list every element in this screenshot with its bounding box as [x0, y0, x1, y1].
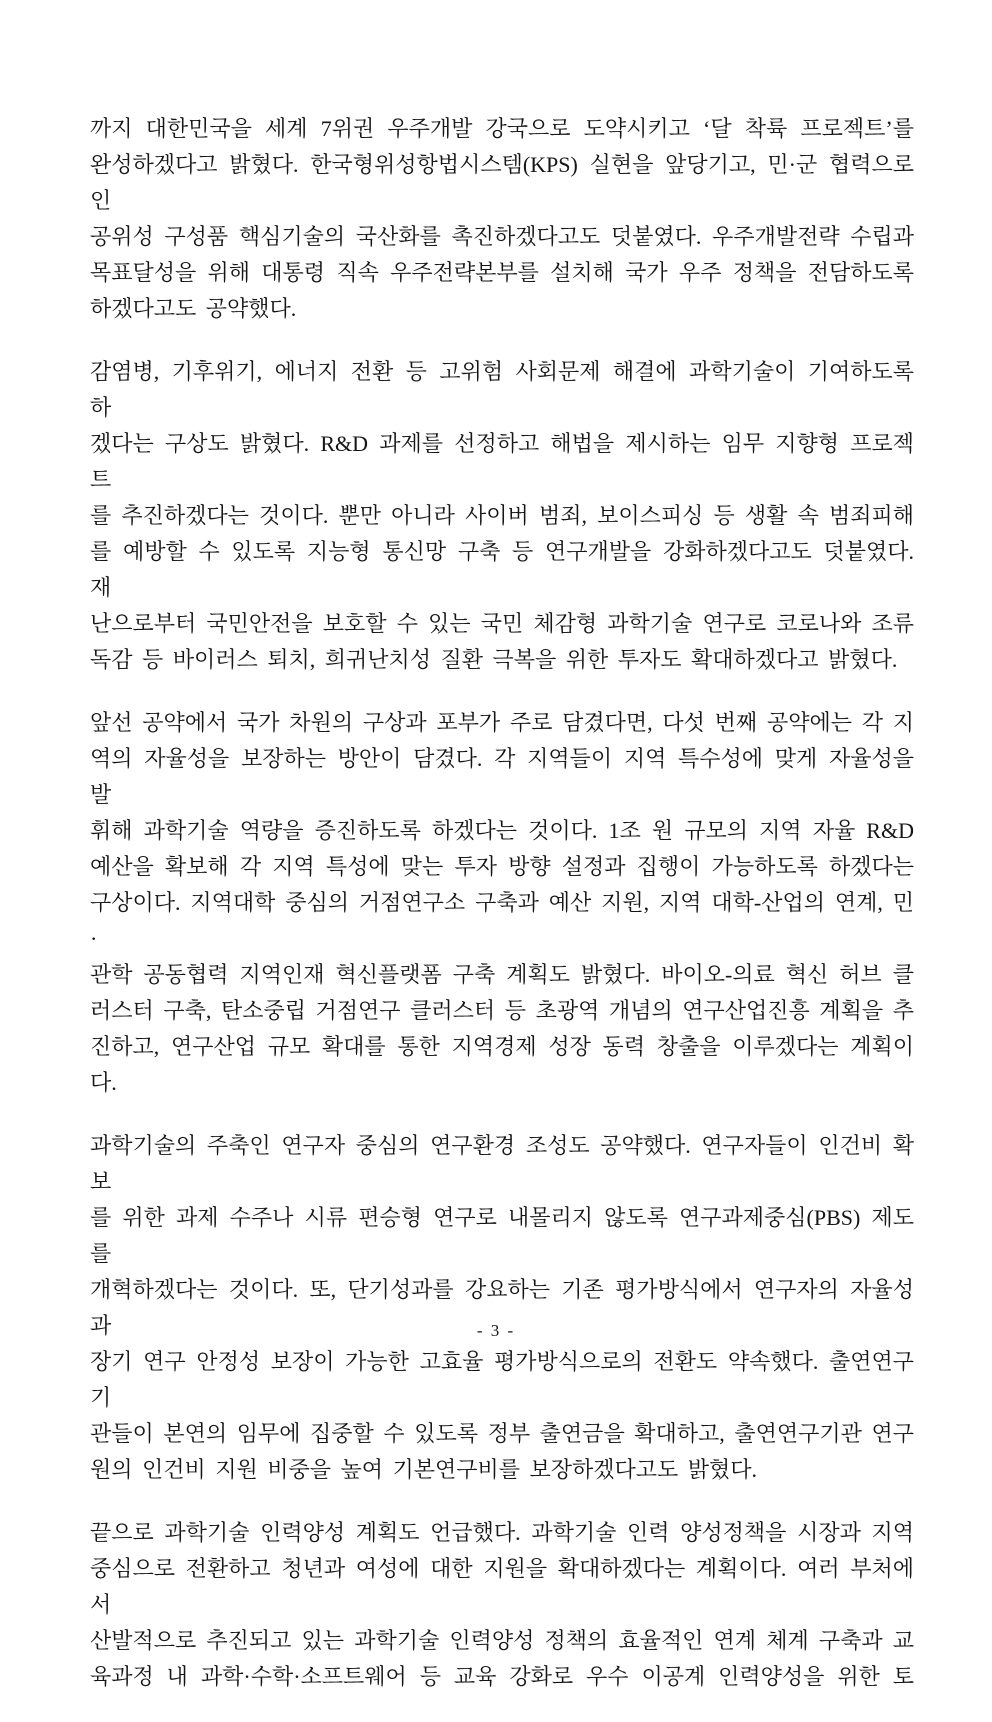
text-line: 휘해 과학기술 역량을 증진하도록 하겠다는 것이다. 1조 원 규모의 지역 자율 R&D	[90, 818, 914, 843]
text-line: 완성하겠다고 밝혔다. 한국형위성항법시스템(KPS) 실현을 앞당기고, 민·군 협력으로 인	[90, 152, 914, 213]
paragraph-4	[90, 1128, 914, 1488]
text-line: 하겠다고도 공약했다.	[90, 296, 297, 321]
text-line: 러스터 구축, 탄소중립 거점연구 클러스터 등 초광역 개념의 연구산업진흥 계획을 추	[90, 998, 914, 1023]
text-line: 감염병, 기후위기, 에너지 전환 등 고위험 사회문제 해결에 과학기술이 기여하도록 하	[90, 359, 914, 420]
paragraph-5	[90, 1515, 914, 1695]
text-line: 역의 자율성을 보장하는 방안이 담겼다. 각 지역들이 지역 특수성에 맞게 자율성을 발	[90, 746, 914, 807]
text-line: 난으로부터 국민안전을 보호할 수 있는 국민 체감형 과학기술 연구로 코로나와 조류	[90, 611, 914, 636]
text-line: 를 위한 과제 수주나 시류 편승형 연구로 내몰리지 않도록 연구과제중심(PBS) 제도를	[90, 1205, 914, 1266]
text-line: 끝으로 과학기술 인력양성 계획도 언급했다. 과학기술 인력 양성정책을 시장과 지역	[90, 1520, 914, 1545]
page-number: - 3 -	[476, 1321, 516, 1340]
text-line: 중심으로 전환하고 청년과 여성에 대한 지원을 확대하겠다는 계획이다. 여러 부처에서	[90, 1556, 914, 1617]
text-line: 를 추진하겠다는 것이다. 뿐만 아니라 사이버 범죄, 보이스피싱 등 생활 속 범죄피해	[90, 503, 914, 528]
text-line: 진하고, 연구산업 규모 확대를 통한 지역경제 성장 동력 창출을 이루겠다는 계획이다.	[90, 1034, 914, 1095]
paragraph-3	[90, 705, 914, 1101]
text-line: 개혁하겠다는 것이다. 또, 단기성과를 강요하는 기존 평가방식에서 연구자의 자율성과	[90, 1277, 914, 1338]
text-line: 겠다는 구상도 밝혔다. R&D 과제를 선정하고 해법을 제시하는 임무 지향형 프로젝트	[90, 431, 914, 492]
text-line: 산발적으로 추진되고 있는 과학기술 인력양성 정책의 효율적인 연계 체계 구축과 교	[90, 1628, 914, 1653]
text-line: 독감 등 바이러스 퇴치, 희귀난치성 질환 극복을 위한 투자도 확대하겠다고 밝혔다.	[90, 647, 898, 672]
text-line: 를 예방할 수 있도록 지능형 통신망 구축 등 연구개발을 강화하겠다고도 덧붙였다. 재	[90, 539, 914, 600]
paragraph-2	[90, 354, 914, 678]
document-body	[90, 111, 914, 1722]
text-line: 육과정 내 과학·수학·소프트웨어 등 교육 강화로 우수 이공계 인력양성을 위한 토	[90, 1664, 914, 1689]
text-line: 관학 공동협력 지역인재 혁신플랫폼 구축 계획도 밝혔다. 바이오-의료 혁신 허브 클	[90, 962, 914, 987]
paragraph-1	[90, 111, 914, 327]
text-line: 까지 대한민국을 세계 7위권 우주개발 강국으로 도약시키고 ‘달 착륙 프로젝트’를	[90, 116, 914, 141]
text-line: 원의 인건비 지원 비중을 높여 기본연구비를 보장하겠다고도 밝혔다.	[90, 1457, 758, 1482]
text-line: 예산을 확보해 각 지역 특성에 맞는 투자 방향 설정과 집행이 가능하도록 하겠다는	[90, 854, 914, 879]
text-line: 목표달성을 위해 대통령 직속 우주전략본부를 설치해 국가 우주 정책을 전담하도록	[90, 260, 914, 285]
text-line: 공위성 구성품 핵심기술의 국산화를 촉진하겠다고도 덧붙였다. 우주개발전략 수립과	[90, 224, 914, 249]
text-line: 장기 연구 안정성 보장이 가능한 고효율 평가방식으로의 전환도 약속했다. 출연연구기	[90, 1349, 914, 1410]
text-line: 구상이다. 지역대학 중심의 거점연구소 구축과 예산 지원, 지역 대학-산업의 연계, 민·	[90, 890, 914, 951]
text-line: 관들이 본연의 임무에 집중할 수 있도록 정부 출연금을 확대하고, 출연연구기관 연구	[90, 1421, 914, 1446]
text-line: 앞선 공약에서 국가 차원의 구상과 포부가 주로 담겼다면, 다섯 번째 공약에는 각 지	[90, 710, 914, 735]
text-line: 과학기술의 주축인 연구자 중심의 연구환경 조성도 공약했다. 연구자들이 인건비 확보	[90, 1133, 914, 1194]
